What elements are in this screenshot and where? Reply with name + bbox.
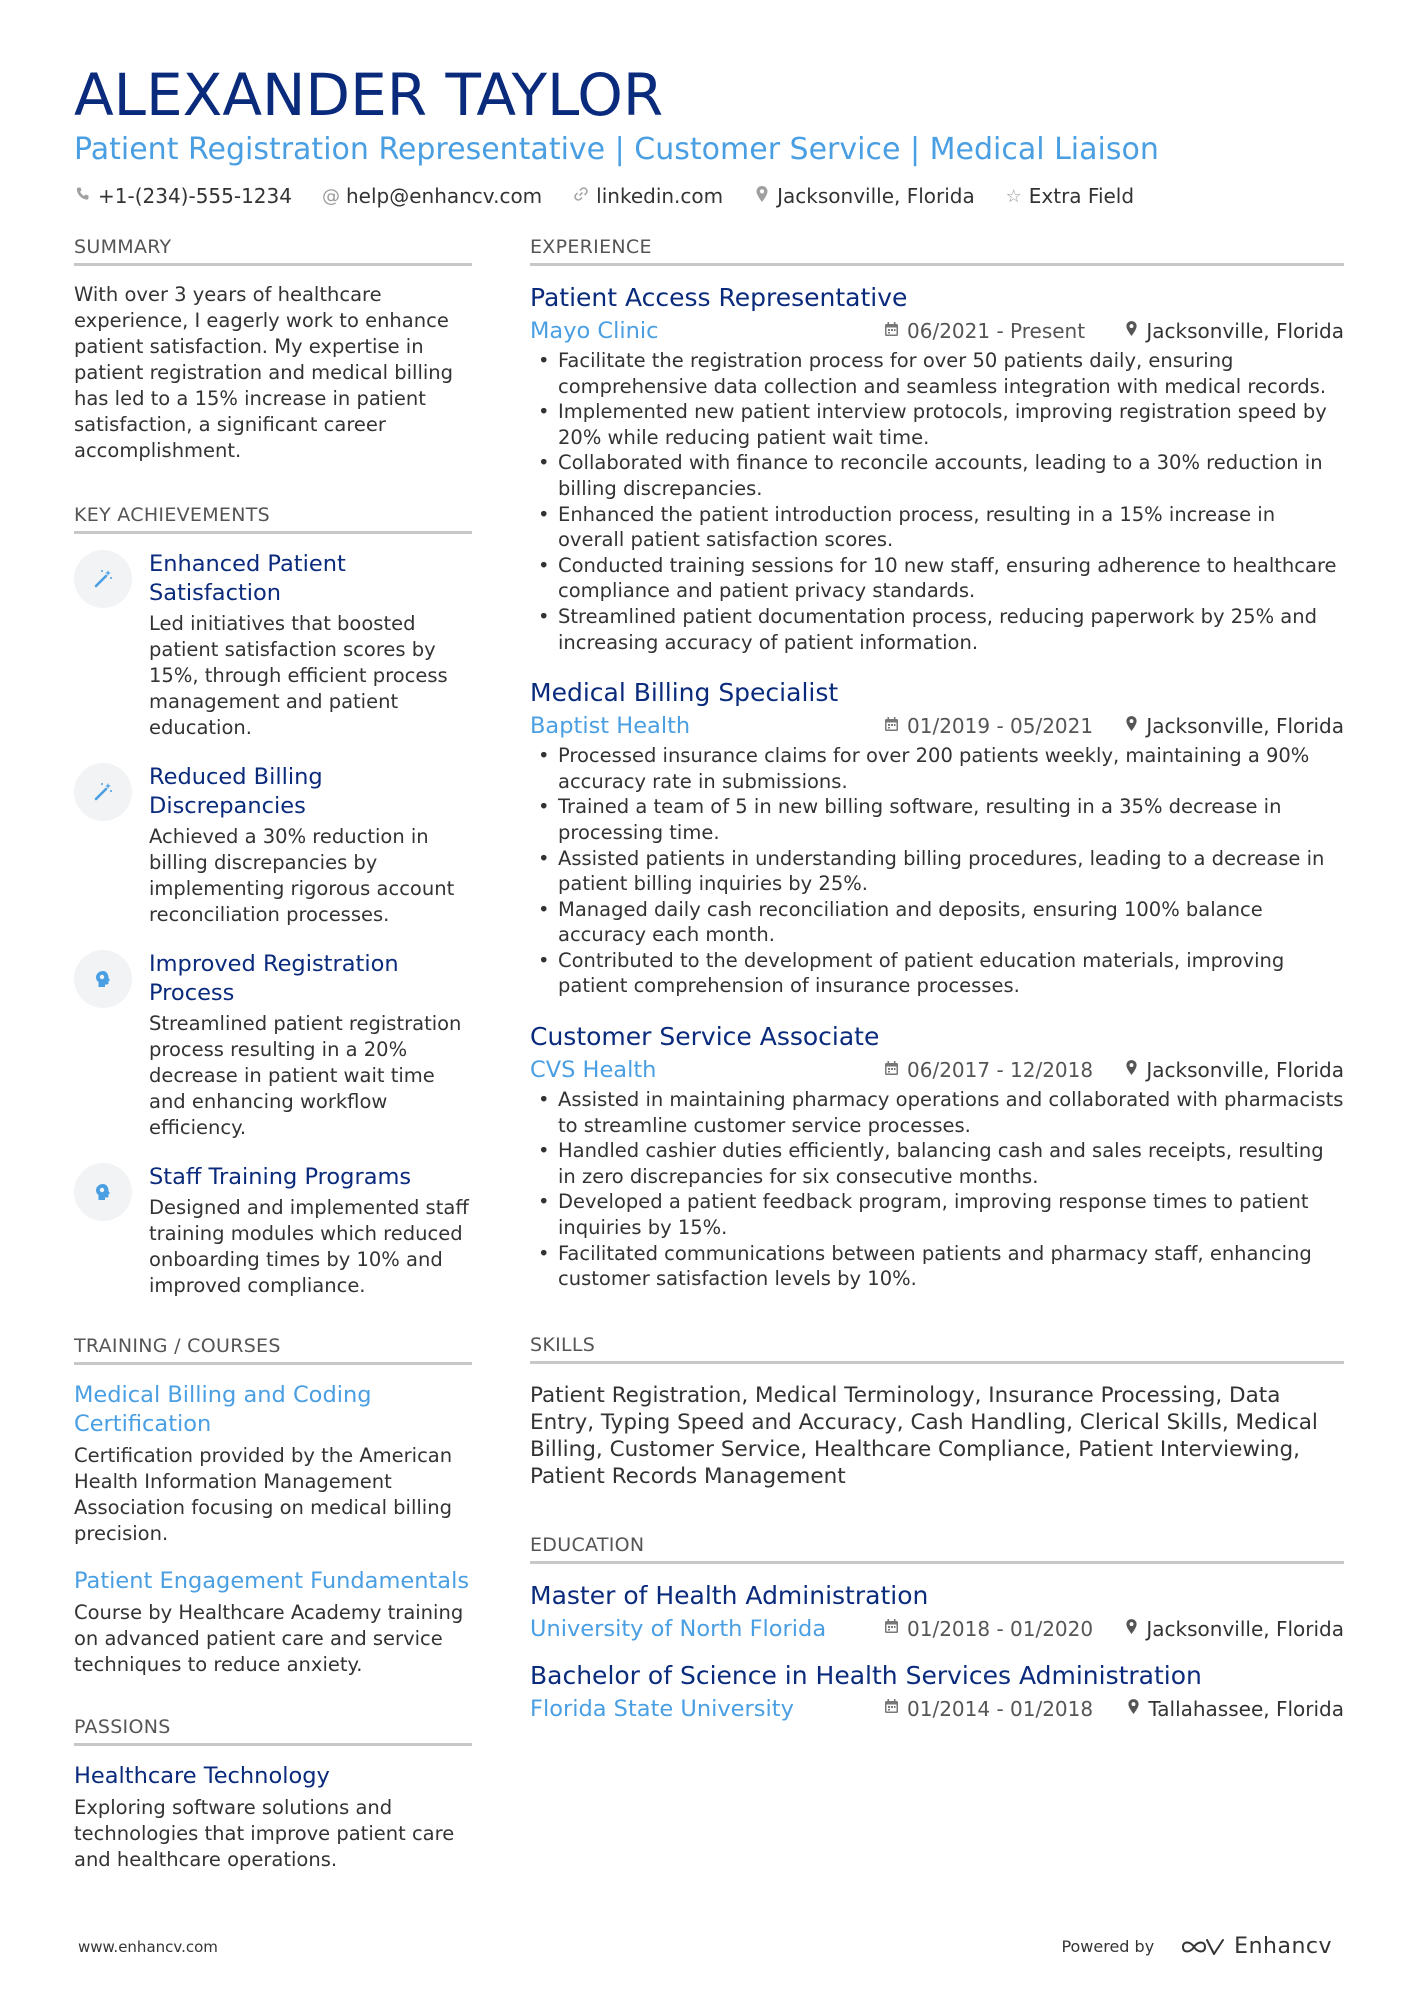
experience-section: [530, 236, 1344, 1292]
link-icon: [572, 186, 590, 207]
job-dates-text: 06/2021 - Present: [907, 319, 1086, 343]
experience-heading: EXPERIENCE: [530, 236, 1344, 266]
course-desc: Certification provided by the American Health Information Management Association focusing on medical billing precision.: [74, 1444, 453, 1545]
enhancv-logo-text: Enhancv: [1234, 1934, 1332, 1959]
job-bullet: • Processed insurance claims for over 200 patients weekly, maintaining a 90% accuracy rate in submissions.: [530, 743, 1344, 794]
job-bullets: [530, 743, 1344, 999]
magic-wand-icon: [74, 763, 132, 821]
education-section: [530, 1534, 1344, 1722]
candidate-name: ALEXANDER TAYLOR: [74, 61, 664, 129]
education-entry: [530, 1660, 1344, 1722]
enhancv-logo[interactable]: [1180, 1934, 1332, 1959]
calendar-icon: [884, 1618, 899, 1639]
job-location-text: Jacksonville, Florida: [1146, 1058, 1344, 1083]
job-dates: [884, 1058, 1116, 1082]
training-heading: TRAINING / COURSES: [74, 1335, 472, 1365]
job-bullets: [530, 348, 1344, 655]
achievements-heading: KEY ACHIEVEMENTS: [74, 504, 472, 534]
job-bullet: • Assisted in maintaining pharmacy operations and collaborated with pharmacists to streamline customer service processes.: [530, 1087, 1344, 1138]
phone-icon: [74, 186, 92, 207]
location-icon: [1125, 320, 1138, 342]
education-dates-text: 01/2014 - 01/2018: [907, 1696, 1094, 1721]
candidate-tagline: Patient Registration Representative | Customer Service | Medical Liaison: [74, 132, 1159, 167]
skills-section: [530, 1334, 1344, 1490]
education-school: Florida State University: [530, 1695, 794, 1722]
job-bullet: • Handled cashier duties efficiently, balancing cash and sales receipts, resulting in zero discrepancies for six consecutive months.: [530, 1138, 1344, 1189]
course-title: Patient Engagement Fundamentals: [74, 1568, 470, 1594]
footer-url[interactable]: www.enhancv.com: [78, 1937, 218, 1956]
job-bullet: • Implemented new patient interview protocols, improving registration speed by 20% while reducing patient wait time.: [530, 399, 1344, 450]
contact-email[interactable]: [322, 184, 542, 208]
job-location-text: Jacksonville, Florida: [1146, 319, 1344, 343]
job-entry: [530, 1021, 1344, 1292]
contact-location-text: Jacksonville, Florida: [777, 184, 975, 208]
calendar-icon: [884, 1698, 899, 1719]
skills-heading: SKILLS: [530, 1334, 1344, 1364]
job-bullet: • Facilitated communications between patients and pharmacy staff, enhancing customer satisfaction levels by 10%.: [530, 1241, 1344, 1292]
achievement-desc: Streamlined patient registration process resulting in a 20% decrease in patient wait time and enhancing workflow efficiency.: [149, 1012, 462, 1139]
achievement-title: Improved Registration Process: [149, 951, 399, 1006]
brain-icon: [74, 950, 132, 1008]
passions-heading: PASSIONS: [74, 1716, 472, 1746]
job-dates-text: 01/2019 - 05/2021: [907, 714, 1094, 739]
job-meta: [530, 318, 1344, 344]
achievement-title: Reduced Billing Discrepancies: [149, 764, 323, 819]
magic-wand-icon: [74, 550, 132, 608]
job-bullet: • Developed a patient feedback program, improving response times to patient inquiries by 15%.: [530, 1189, 1344, 1240]
education-location: [1127, 1697, 1344, 1721]
job-bullet: • Facilitate the registration process for over 50 patients daily, ensuring comprehensive data collection and seamless integration with medical records.: [530, 348, 1344, 399]
location-icon: [1125, 1059, 1138, 1081]
brain-icon: [74, 1163, 132, 1221]
education-dates: [884, 1697, 1116, 1721]
left-column: [74, 236, 472, 1873]
job-bullet: • Collaborated with finance to reconcile accounts, leading to a 30% reduction in billing discrepancies.: [530, 450, 1344, 501]
contact-linkedin[interactable]: [572, 184, 723, 208]
contact-phone: [74, 184, 292, 208]
calendar-icon: [884, 716, 899, 737]
powered-by: [1061, 1934, 1332, 1959]
job-bullets: [530, 1087, 1344, 1292]
job-meta: [530, 713, 1344, 739]
achievement-desc: Led initiatives that boosted patient satisfaction scores by 15%, through efficient process management and patient education.: [149, 612, 448, 739]
education-location-text: Jacksonville, Florida: [1146, 1616, 1344, 1641]
powered-by-label: Powered by: [1061, 1937, 1155, 1956]
job-company: Baptist Health: [530, 713, 691, 740]
achievement-item: [74, 950, 472, 1141]
star-icon: ☆: [1005, 185, 1022, 207]
page-footer: [78, 1934, 1332, 1959]
location-icon: [1125, 1618, 1138, 1640]
contact-extra-text: Extra Field: [1028, 184, 1135, 208]
education-entry: [530, 1580, 1344, 1642]
location-icon: [1127, 1698, 1140, 1720]
achievement-desc: Achieved a 30% reduction in billing discrepancies by implementing rigorous account reconciliation processes.: [149, 825, 455, 926]
training-section: [74, 1335, 472, 1678]
education-dates-text: 01/2018 - 01/2020: [907, 1616, 1094, 1641]
right-column: [530, 236, 1344, 1722]
education-heading: EDUCATION: [530, 1534, 1344, 1564]
job-dates: [884, 714, 1116, 738]
job-bullet: • Contributed to the development of patient education materials, improving patient comprehension of insurance processes.: [530, 948, 1344, 999]
course-item: [74, 1381, 472, 1547]
at-icon: @: [321, 185, 340, 207]
job-dates: [884, 319, 1116, 343]
job-bullet: • Enhanced the patient introduction process, resulting in a 15% increase in overall patient satisfaction scores.: [530, 502, 1344, 553]
achievements-list: [74, 550, 472, 1299]
contact-extra: [1005, 184, 1134, 208]
achievements-section: [74, 504, 472, 1299]
contact-location: [753, 184, 975, 208]
job-company: Mayo Clinic: [530, 318, 659, 344]
achievement-desc: Designed and implemented staff training modules which reduced onboarding times by 10% and improved compliance.: [149, 1196, 469, 1297]
summary-text: With over 3 years of healthcare experience, I eagerly work to enhance patient satisfaction. My expertise in patient registration and medical billing has led to a 15% increase in patient satisfaction, a significant career accomplishment.: [74, 283, 454, 462]
education-meta: [530, 1696, 1344, 1722]
contact-linkedin-text[interactable]: linkedin.com: [596, 184, 724, 208]
education-meta: [530, 1616, 1344, 1642]
job-bullet: • Trained a team of 5 in new billing software, resulting in a 35% decrease in processing time.: [530, 794, 1344, 845]
job-title: Medical Billing Specialist: [530, 678, 839, 708]
job-meta: [530, 1057, 1344, 1083]
job-location: [1125, 1058, 1344, 1082]
contact-phone-text: +1-(234)-555-1234: [98, 184, 292, 208]
education-location-text: Tallahassee, Florida: [1148, 1696, 1344, 1721]
passion-desc: Exploring software solutions and technologies that improve patient care and healthcare operations.: [74, 1796, 455, 1871]
achievement-item: [74, 1163, 472, 1299]
job-bullet: • Streamlined patient documentation process, reducing paperwork by 25% and increasing accuracy of patient information.: [530, 604, 1344, 655]
achievement-title: Staff Training Programs: [149, 1164, 412, 1190]
skills-text: Patient Registration, Medical Terminology, Insurance Processing, Data Entry, Typing Speed and Accuracy, Cash Handling, Clerical Skills, Medical Billing, Customer Service, Healthcare Compliance, Patient Interviewing, Patient Records Management: [530, 1382, 1318, 1489]
job-title: Customer Service Associate: [530, 1022, 880, 1052]
education-dates: [884, 1617, 1116, 1641]
summary-section: [74, 236, 472, 464]
course-item: [74, 1567, 472, 1678]
calendar-icon: [884, 1060, 899, 1081]
contact-row: [74, 184, 1344, 208]
education-degree: Master of Health Administration: [530, 1580, 929, 1610]
summary-heading: SUMMARY: [74, 236, 472, 266]
enhancv-logo-icon: [1180, 1936, 1226, 1958]
job-bullet: • Managed daily cash reconciliation and deposits, ensuring 100% balance accuracy each month.: [530, 897, 1344, 948]
location-icon: [753, 185, 771, 208]
resume-header: [74, 62, 1344, 208]
education-degree: Bachelor of Science in Health Services Administration: [530, 1660, 1202, 1690]
passion-title: Healthcare Technology: [74, 1763, 330, 1789]
job-location: [1125, 714, 1344, 738]
passions-section: [74, 1716, 472, 1873]
calendar-icon: [884, 321, 899, 342]
job-entry: [530, 677, 1344, 999]
achievement-title: Enhanced Patient Satisfaction: [149, 551, 346, 606]
achievement-item: [74, 763, 472, 928]
job-company: CVS Health: [530, 1057, 657, 1084]
job-location-text: Jacksonville, Florida: [1146, 714, 1344, 739]
job-title: Patient Access Representative: [530, 283, 908, 312]
job-dates-text: 06/2017 - 12/2018: [907, 1058, 1094, 1083]
course-desc: Course by Healthcare Academy training on advanced patient care and service techniques to reduce anxiety.: [74, 1601, 464, 1676]
location-icon: [1125, 715, 1138, 737]
job-bullet: • Assisted patients in understanding billing procedures, leading to a decrease in patient billing inquiries by 25%.: [530, 846, 1344, 897]
course-title: Medical Billing and Coding Certification: [74, 1382, 372, 1437]
education-school: University of North Florida: [530, 1615, 827, 1642]
job-bullet: • Conducted training sessions for 10 new staff, ensuring adherence to healthcare compliance and patient privacy standards.: [530, 553, 1344, 604]
education-location: [1125, 1617, 1344, 1641]
job-location: [1125, 319, 1344, 343]
job-entry: [530, 282, 1344, 655]
achievement-item: [74, 550, 472, 741]
contact-email-text[interactable]: help@enhancv.com: [345, 184, 543, 208]
